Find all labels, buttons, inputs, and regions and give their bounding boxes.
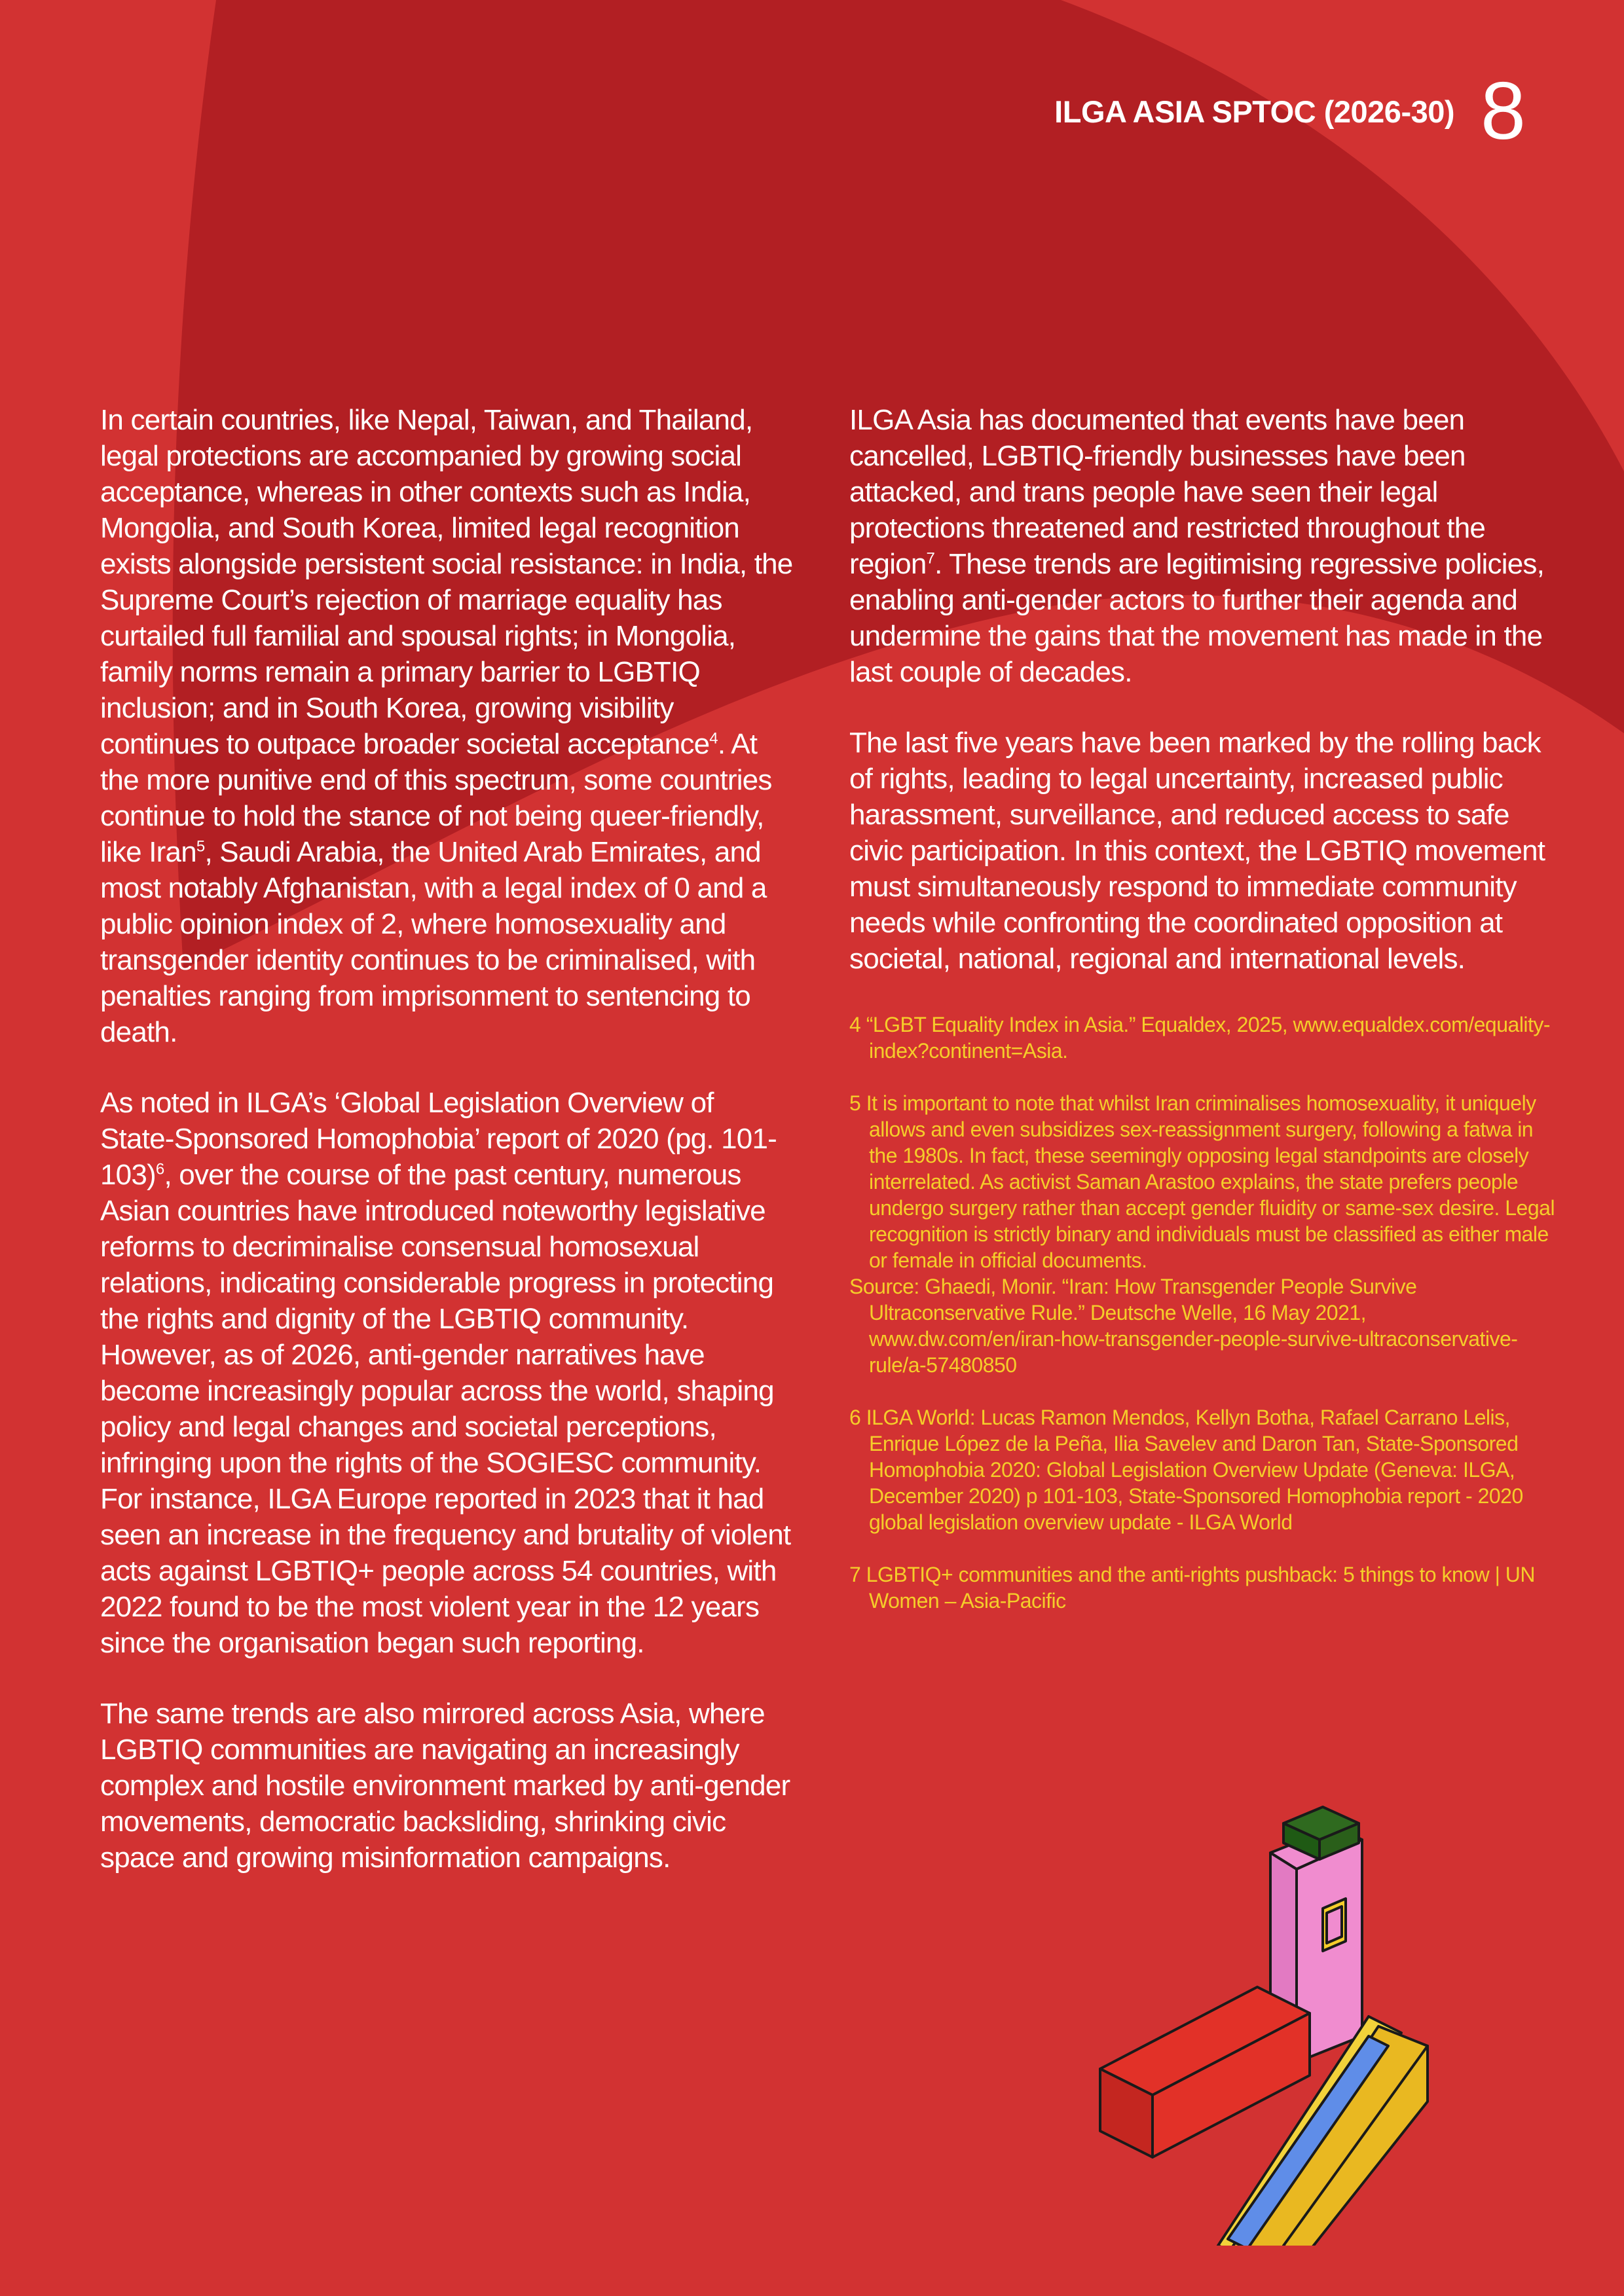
- isometric-building-icon: [1087, 1787, 1506, 2246]
- footnote-4: 4 “LGBT Equality Index in Asia.” Equaldex, 2025, www.equaldex.com/equality-index?continent=Asia.: [849, 1013, 1551, 1063]
- footnote-7[interactable]: 7 LGBTIQ+ communities and the anti-rights pushback: 5 things to know | UN Women – Asia-Pacific: [849, 1563, 1535, 1613]
- footnote-ref-6[interactable]: 6: [155, 1160, 164, 1178]
- left-column: [100, 402, 794, 1910]
- page-number: 8: [1481, 66, 1526, 156]
- footnote-ref-5[interactable]: 5: [196, 837, 205, 856]
- footnote-5-source: Source: Ghaedi, Monir. “Iran: How Transgender People Survive Ultraconservative Rule.” Deutsche Welle, 16 May 2021, www.dw.com/en/iran-how-transgender-people-survive-ultraconservative-rule/a-57480850: [849, 1275, 1518, 1377]
- paragraph-asia-trends: The same trends are also mirrored across Asia, where LGBTIQ communities are navigating an increasingly complex and hostile environment marked by anti-gender movements, democratic backsliding, shrinking civic space and growing misinformation campaigns.: [100, 1698, 790, 1874]
- paragraph-legal-protections: In certain countries, like Nepal, Taiwan, and Thailand, legal protections are accompanied by growing social acceptance, whereas in other contexts such as India, Mongolia, and South Korea, limited legal recognition exists alongside persistent social resistance: in India, the Supreme Court’s rejection of marriage equality has curtailed full familial and spousal rights; in Mongolia, family norms remain a primary barrier to LGBTIQ inclusion; and in South Korea, growing visibility continues to outpace broader societal acceptance$^4$. At the more punitive end of this spectrum, some countries continue to hold the stance of not being queer-friendly, like Iran$^5$, Saudi Arabia, the United Arab Emirates, and most notably Afghanistan, with a legal index of 0 and a public opinion index of 2, where homosexuality and transgender identity continues to be criminalised, with penalties ranging from imprisonment to sentencing to death.: [100, 404, 793, 1048]
- right-column: [849, 402, 1557, 1640]
- paragraph-rolling-back: The last five years have been marked by the rolling back of rights, leading to legal uncertainty, increased public harassment, surveillance, and reduced access to safe civic participation. In this context, the LGBTIQ movement must simultaneously respond to immediate community needs while confronting the coordinated opposition at societal, national, regional and international levels.: [849, 727, 1545, 975]
- footnotes: [849, 1011, 1557, 1614]
- footnote-ref-7[interactable]: 7: [926, 549, 935, 568]
- paragraph-ilga-report: As noted in ILGA’s ‘Global Legislation Overview of State-Sponsored Homophobia’ report of 2020 (pg. 101-103)$^6$, over the course of the past century, numerous Asian countries have introduced noteworthy legislative reforms to decriminalise consensual homosexual relations, indicating considerable progress in protecting the rights and dignity of the LGBTIQ community. However, as of 2026, anti-gender narratives have become increasingly popular across the world, shaping policy and legal changes and societal perceptions, infringing upon the rights of the SOGIESC community. For instance, ILGA Europe reported in 2023 that it had seen an increase in the frequency and brutality of violent acts against LGBTIQ+ people across 54 countries, with 2022 found to be the most violent year in the 12 years since the organisation began such reporting.: [100, 1087, 791, 1659]
- paragraph-documented-events: ILGA Asia has documented that events have been cancelled, LGBTIQ-friendly businesses have been attacked, and trans people have seen their legal protections threatened and restricted throughout the region$^7$. These trends are legitimising regressive policies, enabling anti-gender actors to further their agenda and undermine the gains that the movement has made in the last couple of decades.: [849, 404, 1544, 688]
- document-title: ILGA ASIA SPTOC (2026-30): [1054, 94, 1455, 129]
- footnote-6: 6 ILGA World: Lucas Ramon Mendos, Kellyn Botha, Rafael Carrano Lelis, Enrique López de la Peña, Ilia Savelev and Daron Tan, State-Sponsored Homophobia 2020: Global Legislation Overview Update (Geneva: ILGA, December 2020) p 101-103, State-Sponsored Homophobia report - 2020 global legislation overview update - ILGA World: [849, 1406, 1523, 1534]
- footnote-ref-4[interactable]: 4: [709, 729, 718, 748]
- footnote-5: 5 It is important to note that whilst Iran criminalises homosexuality, it uniquely allows and even subsidizes sex-reassignment surgery, following a fatwa in the 1980s. In fact, these seemingly opposing legal standpoints are closely interrelated. As activist Saman Arastoo explains, the state prefers people undergo surgery rather than accept gender fluidity or same-sex desire. Legal recognition is strictly binary and individuals must be classified as either male or female in official documents.: [849, 1091, 1555, 1272]
- page-header: [1054, 65, 1526, 157]
